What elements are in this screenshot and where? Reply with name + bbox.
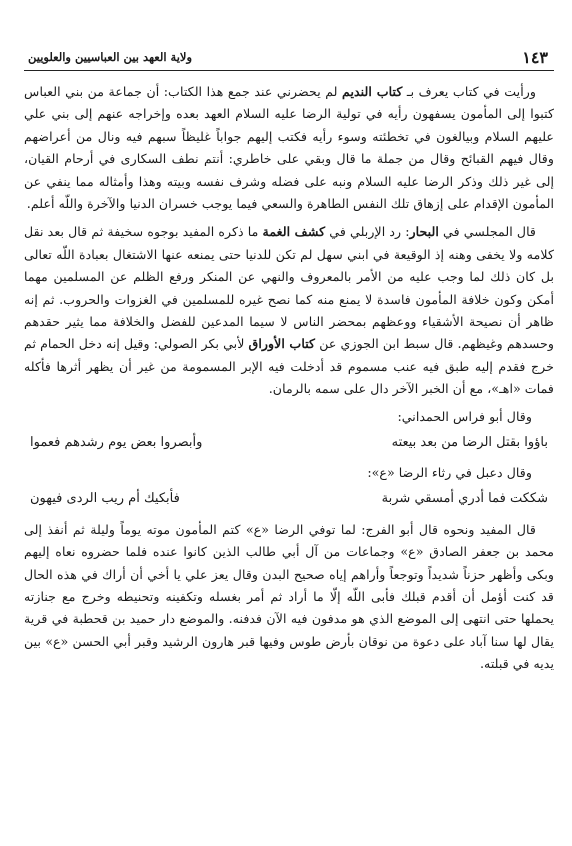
page-number: ١٤٣ xyxy=(522,48,548,67)
hemistich-left: وأبصروا بعض يوم رشدهم فعموا xyxy=(30,434,203,450)
book-title-nadim: كتاب النديم xyxy=(342,84,403,99)
paragraph-majlisi: قال المجلسي في البحار: رد الإربلي في كشف الغمة ما ذكره المفيد بوجوه سخيفة ثم قال بعد نقل كلامه ولا يخفى وهنه إذ الوقيعة في ابني سهل لم تكن للدنيا حتى يمنعه عنها الاشتغال بعبادة اللّه تعالى بل كان ذلك لما وجب عليه من الأمر بالمعروف والنهي عن المنكر ورفع الظلم عن المسلمين مهما أمكن وكون خلافة المأمون فاسدة لا يمنع منه كما نصح غيره للمسلمين في الغزوات والحروب. ثم إنه ظاهر أن نصيحة الأشقياء ووعظهم بمحضر الناس لا سيما المدعين للفضل والخلافة مما يثير حقدهم وحسدهم وغيظهم. قال سبط ابن الجوزي عن كتاب الأوراق لأبي بكر الصولي: وقيل إنه دخل الحمام ثم خرج فقدم إليه طبق فيه عنب مسموم قد أدخلت فيه الإبر المسمومة من غير أن يظهر أثرها فأكله فمات «اهـ»، مع أن الخبر الآخر دال على سمه بالرمان. xyxy=(24,224,554,397)
hemistich-left: فأبكيك أم ريب الردى فيهون xyxy=(30,490,180,506)
running-title: ولاية العهد بين العباسيين والعلويين xyxy=(28,50,193,64)
paragraph-mufid: قال المفيد ونحوه قال أبو الفرج: لما توفي الرضا «ع» كتم المأمون موته يوماً وليلة ثم أنفذ إلى محمد بن جعفر الصادق «ع» وجماعات من آل أبي طالب الذين كانوا عنده فلما حضروه نعاه إليهم وبكى وأظهر حزناً شديداً وتوجعاً وأراهم إياه صحيح البدن وقال يعز علي يا أخي أن أراك في هذه الحال قد كنت أؤمل أن أقدم قبلك فأبى اللّه إلّا ما أراد ثم أمر بغسله وتكفينه وتحنيطه وخرج مع جنازته يحملها حتى انتهى إلى الموضع الذي هو مدفون فيه الآن فدفنه. والموضع دار حميد بن قحطبة في قرية يقال لها سنا آباد على دعوة من نوقان بأرض طوس وفيها قبر هارون الرشيد وقبر أبي الحسن «ع» بين يديه في قبلته. xyxy=(24,521,554,672)
poem-verse-abu-firas xyxy=(24,429,554,457)
hemistich-right: باؤوا بقتل الرضا من بعد بيعته xyxy=(391,434,548,450)
poem-intro-abu-firas: وقال أبو فراس الحمداني: xyxy=(397,408,532,424)
page-header xyxy=(24,44,554,71)
book-page xyxy=(24,44,554,834)
book-title-kashf: كشف الغمة xyxy=(262,224,326,240)
paragraph-nadim: ورأيت في كتاب يعرف بـ كتاب النديم لم يحضرني عند جمع هذا الكتاب: أن جماعة من بني العباس كتبوا إلى المأمون يسفهون رأيه في تولية الرضا عليه السلام العهد بعده وإخراجه عنهم إلى بني علي عليهم السلام وبيالغون في تخطئته وسوء رأيه فكتب إليهم جواباً غليظاً سبهم فيه ونال من أعراضهم وقال فيهم القبائح وقال من جملة ما قال وبقي على خاطري: أنتم نطف السكارى في أرحام القيان، إلى غير ذلك وذكر الرضا عليه السلام ونبه على فضله وشرف نفسه وبيته وهذا وأمثاله مما ينفي عن المأمون الإقدام على إزهاق تلك النفس الطاهرة والسعي فيما يوجب خسران الدنيا والآخرة واللّه أعلم. xyxy=(24,84,554,212)
book-title-bihar: البحار xyxy=(409,224,439,240)
page-body xyxy=(24,71,554,676)
poem-verse-dibil xyxy=(24,485,554,513)
poem-intro-dibil: وقال دعبل في رثاء الرضا «ع»: xyxy=(367,464,532,480)
hemistich-right: شككت فما أدري أمسقي شربة xyxy=(381,490,548,506)
book-title-awraq: كتاب الأوراق xyxy=(248,336,316,352)
